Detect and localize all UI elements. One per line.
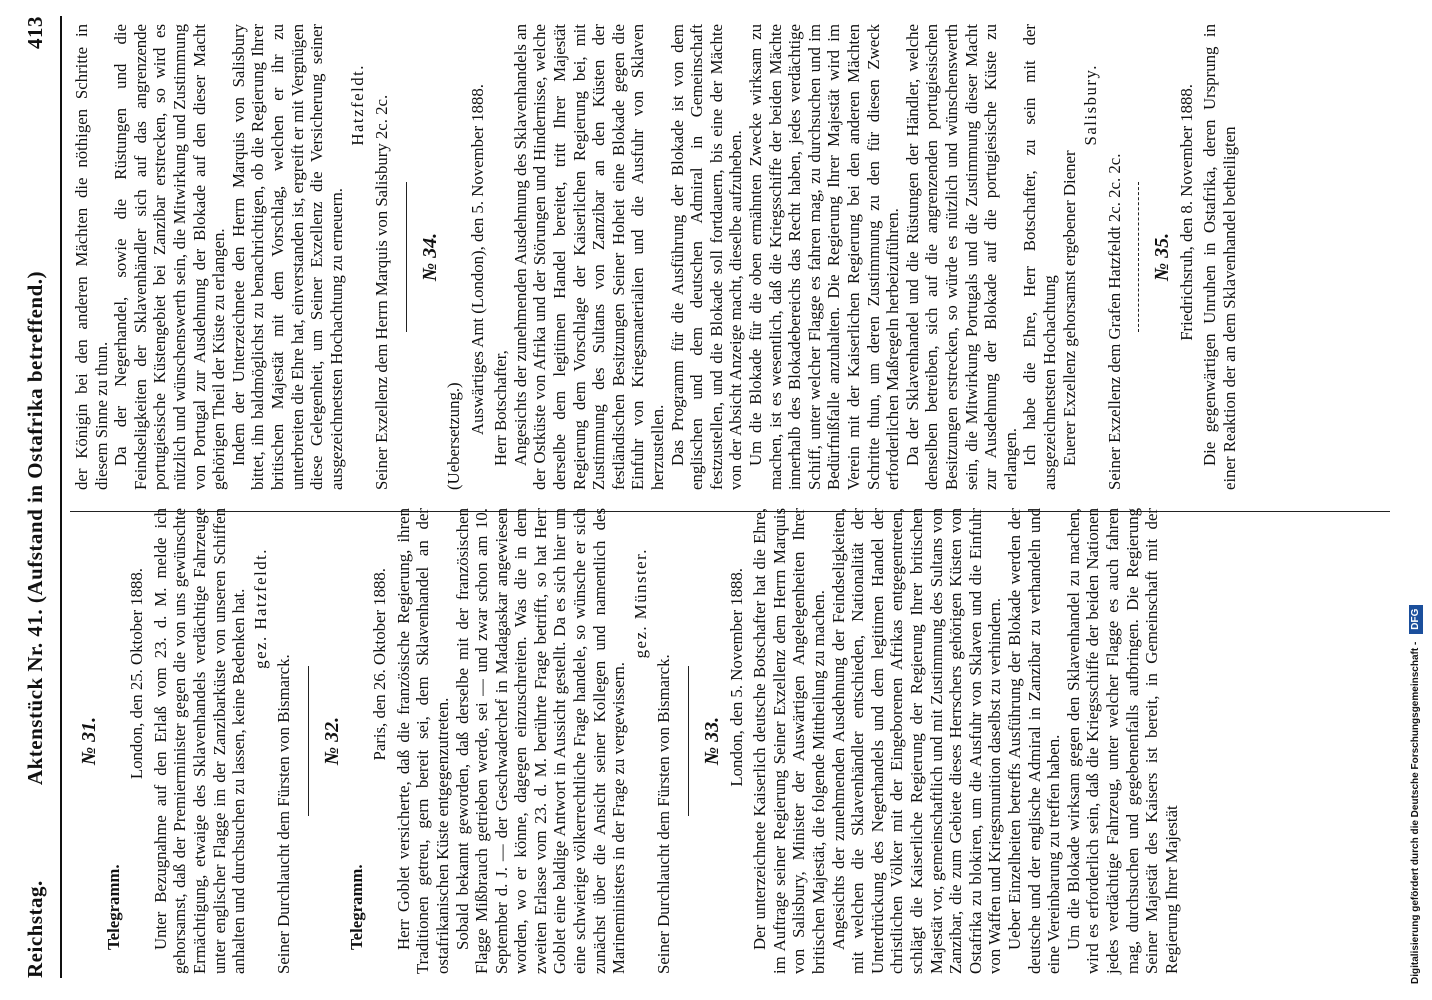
doc-34-body-5: Ich habe die Ehre, Herr Botschafter, zu sein mit der ausgezeichnetsten Hochachtung xyxy=(1020,24,1059,490)
left-column xyxy=(72,508,1181,974)
doc-34-body-1: Angesichts der zunehmenden Ausdehnung des Sklavenhandels an der Ostküste von Afrika und der Störungen und Hindernisse, welche derselbe dem legitimen Handel bereitet, tritt Ihrer Majestät Regierung dem Vorschlage der Kaiserlichen Regierung bei, mit Zustimmung des Sultans von Zanzibar an den Küsten der festländischen Besitzungen Seiner Hoheit eine Blokade gegen die Einfuhr von Kriegsmaterialien und die Ausfuhr von Sklaven herzustellen. xyxy=(510,24,668,490)
header-left: Reichstag. xyxy=(23,880,47,978)
doc-31-address: Seiner Durchlaucht dem Fürsten von Bismarck. xyxy=(274,654,294,974)
doc-32-kind: Telegramm. xyxy=(346,864,366,950)
doc-33-number: № 33. xyxy=(701,716,724,766)
doc-34-address: Seiner Exzellenz dem Grafen Hatzfeldt 2c. 2c. 2c. xyxy=(1104,153,1124,490)
separator-rule xyxy=(406,182,407,332)
doc-33-continuation-1: der Königin bei den anderen Mächten die nöthigen Schritte in diesem Sinne zu thun. xyxy=(72,24,111,490)
doc-34-translation-note: (Uebersetzung.) xyxy=(444,382,464,490)
doc-31-date: London, den 25. Oktober 1888. xyxy=(127,568,147,780)
doc-31-kind: Telegramm. xyxy=(103,864,123,950)
doc-35-number: № 35. xyxy=(1151,232,1174,282)
separator-rule-dashed xyxy=(1138,182,1139,332)
doc-32-signature: gez. Münster. xyxy=(630,548,650,659)
doc-32-body-1: Herr Goblet versicherte, daß die französische Regierung, ihren Traditionen getreu, gern bereit sei, dem Sklavenhandel an der ostafrikanischen Küste entgegenzutreten. xyxy=(393,508,452,974)
doc-32-date: Paris, den 26. Oktober 1888. xyxy=(370,568,390,761)
doc-34-date: Auswärtiges Amt (London), den 5. November 1888. xyxy=(467,84,487,435)
separator-rule xyxy=(688,666,689,816)
doc-35-body: Die gegenwärtigen Unruhen in Ostafrika, deren Ursprung in einer Reaktion der an dem Sklavenhandel betheiligten xyxy=(1200,24,1240,490)
doc-33-continuation-2: Da der Negerhandel, sowie die Rüstungen und die Feindseligkeiten der Sklavenhändler sich auf das angrenzende portugiesische Küstengebiet bei Zanzibar erstrecken, so wird es nützlich und wünschenswerth sein, die Mitwirkung und Zustimmung von Portugal zur Ausdehnung der Blokade auf den dieser Macht gehörigen Theil der Küste zu erlangen. xyxy=(111,24,229,490)
doc-32-address: Seiner Durchlaucht dem Fürsten von Bismarck. xyxy=(654,654,674,974)
doc-34-body-2: Das Programm für die Ausführung der Blokade ist von dem englischen und dem deutschen Admiral in Gemeinschaft festzustellen, und die Blokade soll fortdauern, bis eine der Mächte von der Absicht Anzeige macht, dieselbe aufzuheben. xyxy=(667,24,746,490)
doc-33-date: London, den 5. November 1888. xyxy=(726,568,746,787)
header-title: Aktenstück Nr. 41. (Aufstand in Ostafrika betreffend.) xyxy=(23,270,47,786)
doc-31-signature: gez. Hatzfeldt. xyxy=(250,548,270,669)
page-number: 413 xyxy=(23,16,47,49)
doc-34-closing: Euerer Exzellenz gehorsamst ergebener Diener xyxy=(1059,150,1079,466)
doc-34-body-4: Da der Sklavenhandel und die Rüstungen der Händler, welche denselben betreiben, sich auf die angrenzenden portugiesischen Besitzungen erstrecken, so würde es nützlich und wünschenswerth sein, die Mitwirkung Portugals und die Zustimmung dieser Macht zur Ausdehnung der Blokade auf die portugiesische Küste zu erlangen. xyxy=(902,24,1020,490)
right-column xyxy=(72,24,1240,490)
separator-rule xyxy=(308,666,309,816)
digitization-credit xyxy=(1400,0,1432,1000)
doc-31-number: № 31. xyxy=(78,716,100,766)
doc-33-body-1: Der unterzeichnete Kaiserlich deutsche Botschafter hat die Ehre, im Auftrage seiner Regierung Seiner Exzellenz dem Herrn Marquis von Salisbury, Minister der Auswärtigen Angelegenheiten Ihrer britischen Majestät, die folgende Mittheilung zu machen. xyxy=(750,508,828,974)
doc-34-body-3: Um die Blokade für die oben ermähnten Zwecke wirksam zu machen, ist es wesentlich, daß die Kriegsschiffe der beiden Mächte innerhalb des Blokadebereichs das Recht haben, jedes verdächtige Schiff, unter welcher Flagge es fahren mag, zu durchsuchen und im Bedürfnißfalle anzuhalten. Die Regierung Ihrer Majestät wird im Verein mit der Kaiserlichen Regierung bei den anderen Mächten Schritte thun, um deren Zustimmung zu den für diesen Zweck erforderlichen Maßregeln herbeizuführen. xyxy=(746,24,903,490)
doc-35-date: Friedrichsruh, den 8. November 1888. xyxy=(1176,84,1196,341)
doc-32-body-2: Sobald bekannt geworden, daß derselbe mit der französischen Flagge Mißbrauch getrieben werde, sei — und zwar schon am 10. September d. J. — der Geschwaderchef in Madagaskar angewiesen worden, wo er könne, dagegen einzuschreiten. Was die in dem zweiten Erlasse vom 23. d. M. berührte Frage betrifft, so hat Herr Goblet eine baldige Antwort in Aussicht gestellt. Da es sich hier um eine schwierige völkerrechtliche Frage handele, so wünsche er sich zunächst über die Ansicht seiner Kollegen und namentlich des Marineministers in der Frage zu vergewissern. xyxy=(452,508,629,974)
doc-33-address: Seiner Exzellenz dem Herrn Marquis von Salisbury 2c. 2c. xyxy=(371,94,391,490)
doc-33-continuation-3: Indem der Unterzeichnete den Herrn Marquis von Salisbury bittet, ihn baldmöglichst zu benachrichtigen, ob die Regierung Ihrer britischen Majestät mit dem Vorschlag, welchen er ihr zu unterbreiten die Ehre hat, einverstanden ist, ergreift er mit Vergnügen diese Gelegenheit, um Seiner Exzellenz die Versicherung seiner ausgezeichnetsten Hochachtung zu erneuern. xyxy=(228,24,346,490)
doc-32-number: № 32. xyxy=(320,716,343,766)
dfg-logo: DFG xyxy=(1409,605,1423,634)
doc-34-salutation: Herr Botschafter, xyxy=(491,350,511,466)
page-header xyxy=(20,16,62,978)
doc-31-body: Unter Bezugnahme auf den Erlaß vom 23. d. M. melde ich gehorsamst, daß der Premierminister gegen die von uns gewünschte Ermächtigung, etwaige des Sklavenhandels verdächtige Fahrzeuge unter englischer Flagge im der Zanzibarküste von unseren Schiffen anhalten und durchsuchen zu lassen, keine Bedenken hat. xyxy=(150,508,249,974)
doc-33-signature: Hatzfeldt. xyxy=(348,64,368,146)
doc-33-body-4: Um die Blokade wirksam gegen den Sklavenhandel zu machen, wird es erforderlich sein, daß die Kriegsschiffe der beiden Nationen jedes verdächtige Fahrzeug, unter welcher Flagge es auch fahren mag, durchsuchen und gegebenenfalls aufbringen. Die Regierung Seiner Majestät des Kaisers ist bereit, in Gemeinschaft mit der Regierung Ihrer Majestät xyxy=(1063,508,1181,974)
doc-33-body-3: Ueber Einzelheiten betreffs Ausführung der Blokade werden der deutsche und der englische Admiral in Zanzibar zu verhandeln und eine Vereinbarung zu treffen haben. xyxy=(1004,508,1064,974)
digitization-credit-strip xyxy=(1400,0,1432,1000)
credit-text: Digitalisierung gefördert durch die Deutsche Forschungsgemeinschaft - xyxy=(1410,641,1421,984)
doc-34-signature: Salisbury. xyxy=(1081,64,1101,146)
doc-34-number: № 34. xyxy=(418,232,441,282)
doc-33-body-2: Angesichts der zunehmenden Ausdehnung der Feindseligkeiten, mit welchen die Sklavenhändler entschieden, Nationalität der Unterdrückung des Negerhandels und dem legitimen Handel der christlichen Völker mit der Eingeborenen Afrikas entgegentreten, schlägt die Kaiserliche Regierung der Regierung Ihrer britischen Majestät vor, gemeinschaftlich und mit Zustimmung des Sultans von Zanzibar, die zum Gebiete dieses Herrschers gehörigen Küsten von Ostafrika zu blokiren, um die Ausfuhr von Sklaven und die Einfuhr von Waffen und Kriegsmunition daselbst zu verhindern. xyxy=(828,508,1005,974)
